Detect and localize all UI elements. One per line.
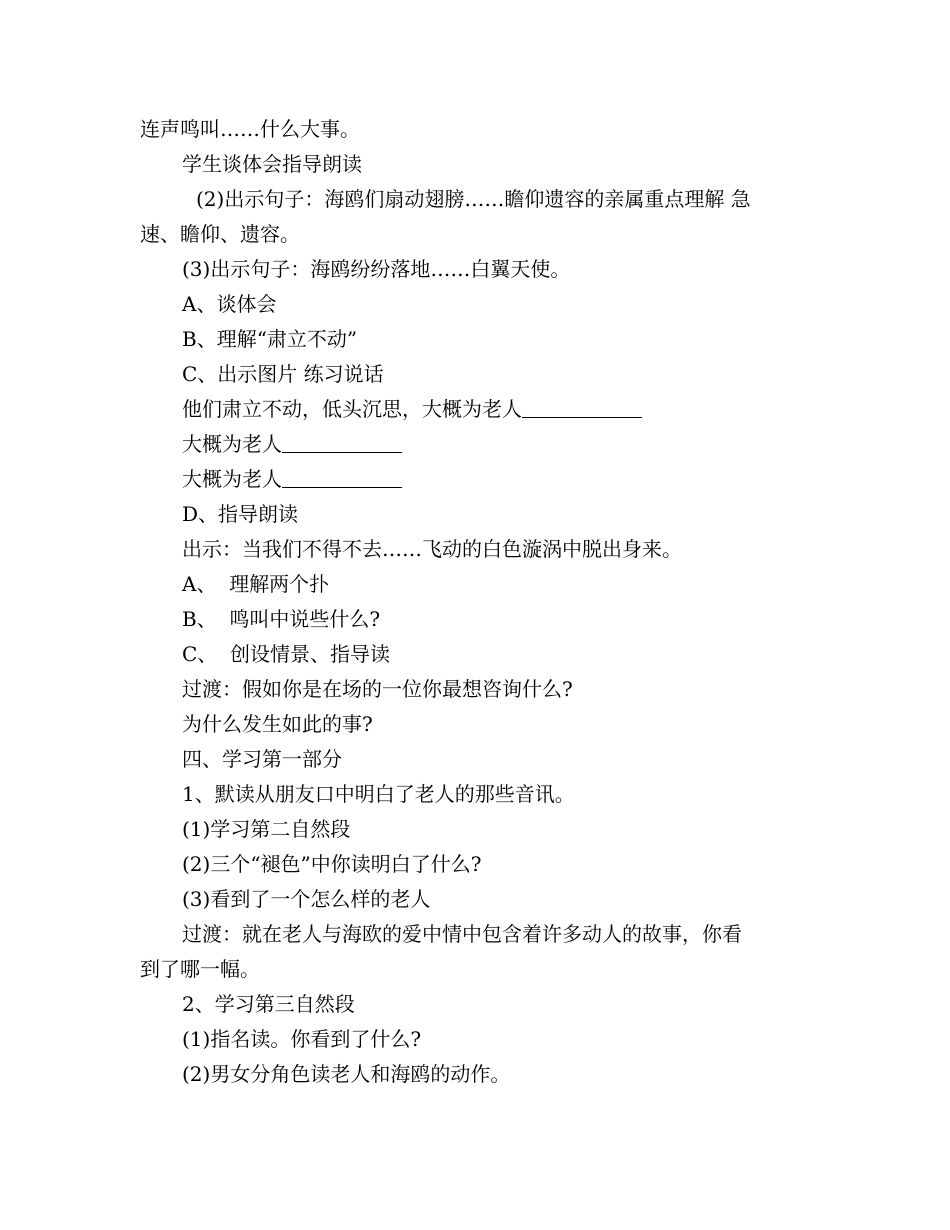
- text-line: (3)出示句子：海鸥纷纷落地……白翼天使。: [182, 257, 571, 281]
- text-line: 学生谈体会指导朗读: [182, 152, 362, 176]
- text-line: C、出示图片 练习说话: [182, 362, 384, 386]
- text-line: (2)出示句子：海鸥们扇动翅膀……瞻仰遗容的亲属重点理解 急: [196, 187, 751, 211]
- fill-in-prompt: 大概为老人: [182, 467, 282, 491]
- fill-in-blank: [282, 432, 402, 453]
- text-line: D、指导朗读: [182, 502, 299, 526]
- fill-in-prompt: 他们肃立不动，低头沉思，大概为老人: [182, 397, 522, 421]
- text-line: A、 理解两个扑: [182, 572, 330, 596]
- fill-in-line: [140, 427, 820, 462]
- text-line: (3)看到了一个怎么样的老人: [182, 887, 431, 911]
- text-line: 出示：当我们不得不去……飞动的白色漩涡中脱出身来。: [182, 537, 682, 561]
- text-line: 连声鸣叫……什么大事。: [140, 117, 360, 141]
- text-line: 为什么发生如此的事?: [182, 712, 373, 736]
- fill-in-line: [140, 392, 820, 427]
- text-line: (1)学习第二自然段: [182, 817, 351, 841]
- fill-in-prompt: 大概为老人: [182, 432, 282, 456]
- text-line: (2)男女分角色读老人和海鸥的动作。: [182, 1062, 511, 1086]
- fill-in-blank: [522, 397, 642, 418]
- text-line: (1)指名读。你看到了什么?: [182, 1027, 422, 1051]
- text-line: 2、学习第三自然段: [182, 992, 355, 1016]
- text-line: C、 创设情景、指导读: [182, 642, 391, 666]
- text-line: 过渡：就在老人与海欧的爱中情中包含着许多动人的故事，你看: [182, 922, 742, 946]
- section-heading: 四、学习第一部分: [182, 747, 342, 771]
- fill-in-line: [140, 462, 820, 497]
- text-line: 速、瞻仰、遗容。: [140, 222, 300, 246]
- text-line: B、理解“肃立不动”: [182, 327, 358, 351]
- text-line: 到了哪一幅。: [140, 957, 260, 981]
- document-body: [140, 112, 820, 1092]
- text-line: A、谈体会: [182, 292, 277, 316]
- text-line: B、 鸣叫中说些什么?: [182, 607, 381, 631]
- text-line: (2)三个“褪色”中你读明白了什么?: [182, 852, 482, 876]
- fill-in-blank: [282, 467, 402, 488]
- text-line: 1、默读从朋友口中明白了老人的那些音讯。: [182, 782, 575, 806]
- text-line: 过渡：假如你是在场的一位你最想咨询什么?: [182, 677, 573, 701]
